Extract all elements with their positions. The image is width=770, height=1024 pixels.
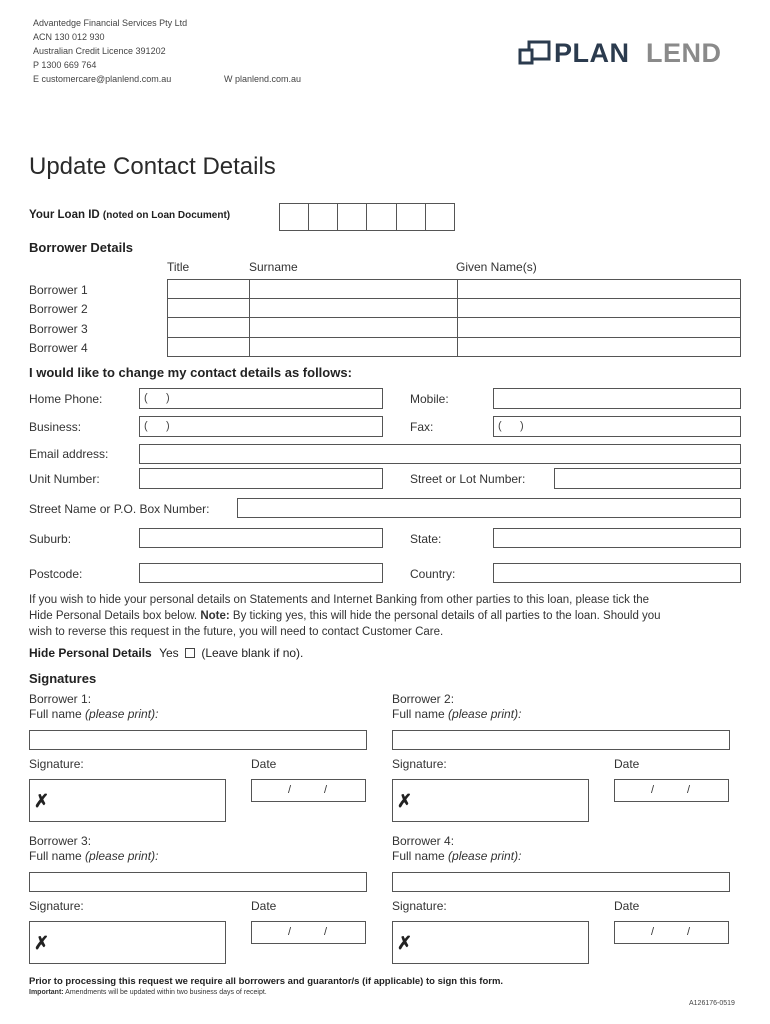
postcode-label: Postcode: <box>29 567 83 581</box>
borrower-2-given-cell[interactable] <box>457 298 741 318</box>
unit-number-field[interactable] <box>139 468 383 489</box>
sign-here-mark-icon: ✗ <box>34 933 50 953</box>
borrower-4-sig-label: Borrower 4: <box>392 834 455 848</box>
state-label: State: <box>410 532 442 546</box>
borrower-1-sig-label: Borrower 1: <box>29 692 92 706</box>
country-label: Country: <box>410 567 456 581</box>
borrower-2-signature-label: Signature: <box>392 757 447 771</box>
loan-id-label: Your Loan ID <box>29 209 100 221</box>
area-code-brackets: ( ) <box>144 420 170 432</box>
logo-plan-text: PLAN <box>554 38 630 68</box>
company-web: W planlend.com.au <box>224 74 302 84</box>
loan-id-box[interactable] <box>425 203 455 231</box>
column-surname: Surname <box>249 260 298 274</box>
country-field[interactable] <box>493 563 741 583</box>
borrower-2-surname-cell[interactable] <box>249 298 458 318</box>
loan-id-box[interactable] <box>396 203 426 231</box>
borrower-3-title-cell[interactable] <box>167 317 250 338</box>
hide-hint: (Leave blank if no). <box>201 646 304 660</box>
fax-field[interactable] <box>493 416 741 437</box>
company-phone: P 1300 669 764 <box>33 60 97 70</box>
borrower-4-date-label: Date <box>614 899 640 913</box>
home-phone-label: Home Phone: <box>29 392 103 406</box>
sign-here-mark-icon: ✗ <box>397 933 413 953</box>
borrower-details-heading: Borrower Details <box>29 240 134 255</box>
business-phone-field[interactable] <box>139 416 383 437</box>
borrower-1-signature-box[interactable] <box>29 779 226 822</box>
mobile-field[interactable] <box>493 388 741 409</box>
hide-details-row <box>29 646 303 660</box>
borrower-2-signature-box[interactable] <box>392 779 589 822</box>
borrower-2-sig-label: Borrower 2: <box>392 692 455 706</box>
borrower-4-signature-label: Signature: <box>392 899 447 913</box>
borrower-3-surname-cell[interactable] <box>249 317 458 338</box>
sign-here-mark-icon: ✗ <box>34 791 50 811</box>
borrower-3-sig-label: Borrower 3: <box>29 834 92 848</box>
page-title: Update Contact Details <box>29 153 276 180</box>
borrower-2-fullname-label: Full name (please print): <box>392 707 522 721</box>
company-info <box>33 16 187 86</box>
area-code-brackets: ( ) <box>144 392 170 404</box>
borrower-row-label: Borrower 3 <box>29 322 88 336</box>
street-lot-label: Street or Lot Number: <box>410 472 526 486</box>
company-email: E customercare@planlend.com.au <box>33 74 172 84</box>
borrower-1-fullname-label: Full name (please print): <box>29 707 159 721</box>
hide-yes-label: Yes <box>159 646 179 660</box>
borrower-3-signature-label: Signature: <box>29 899 84 913</box>
loan-id-note: (noted on Loan Document) <box>102 210 231 221</box>
email-field[interactable] <box>139 444 741 464</box>
borrower-row-label: Borrower 1 <box>29 283 88 297</box>
postcode-field[interactable] <box>139 563 383 583</box>
borrower-1-signature-label: Signature: <box>29 757 84 771</box>
borrower-4-fullname-label: Full name (please print): <box>392 849 522 863</box>
logo-mark-icon <box>518 40 552 66</box>
hide-details-label: Hide Personal Details <box>29 646 152 660</box>
suburb-field[interactable] <box>139 528 383 548</box>
planlend-logo <box>518 38 732 68</box>
company-licence: Australian Credit Licence 391202 <box>33 46 166 56</box>
borrower-2-date-field[interactable]: / / <box>614 779 729 802</box>
borrower-2-fullname-field[interactable] <box>392 730 730 750</box>
loan-id-box[interactable] <box>366 203 397 231</box>
loan-id-label-row <box>29 209 230 221</box>
signatures-heading: Signatures <box>29 671 97 686</box>
mobile-label: Mobile: <box>410 392 449 406</box>
borrower-3-signature-box[interactable] <box>29 921 226 964</box>
borrower-3-date-field[interactable]: / / <box>251 921 366 944</box>
borrower-1-date-field[interactable]: / / <box>251 779 366 802</box>
borrower-4-surname-cell[interactable] <box>249 337 458 357</box>
borrower-row-label: Borrower 4 <box>29 341 88 355</box>
fax-label: Fax: <box>410 420 434 434</box>
hide-yes-checkbox[interactable] <box>185 648 195 658</box>
loan-id-box[interactable] <box>337 203 367 231</box>
borrower-1-given-cell[interactable] <box>457 279 741 299</box>
loan-id-box[interactable] <box>279 203 309 231</box>
column-title: Title <box>167 260 190 274</box>
borrower-1-title-cell[interactable] <box>167 279 250 299</box>
footer-notice: Prior to processing this request we require all borrowers and guarantor/s (if applicable) to sign this form. <box>29 976 504 987</box>
contact-heading: I would like to change my contact details as follows: <box>29 365 352 380</box>
company-name: Advantedge Financial Services Pty Ltd <box>33 18 188 28</box>
state-field[interactable] <box>493 528 741 548</box>
street-lot-field[interactable] <box>554 468 741 489</box>
street-name-field[interactable] <box>237 498 741 518</box>
borrower-row-label: Borrower 2 <box>29 302 88 316</box>
borrower-3-fullname-field[interactable] <box>29 872 367 892</box>
borrower-2-title-cell[interactable] <box>167 298 250 318</box>
sign-here-mark-icon: ✗ <box>397 791 413 811</box>
borrower-3-given-cell[interactable] <box>457 317 741 338</box>
borrower-4-signature-box[interactable] <box>392 921 589 964</box>
borrower-4-given-cell[interactable] <box>457 337 741 357</box>
borrower-4-fullname-field[interactable] <box>392 872 730 892</box>
unit-number-label: Unit Number: <box>29 472 100 486</box>
area-code-brackets: ( ) <box>498 420 524 432</box>
borrower-3-fullname-label: Full name (please print): <box>29 849 159 863</box>
column-given-names: Given Name(s) <box>456 260 537 274</box>
email-label: Email address: <box>29 447 109 461</box>
business-label: Business: <box>29 420 82 434</box>
borrower-3-date-label: Date <box>251 899 277 913</box>
borrower-1-fullname-field[interactable] <box>29 730 367 750</box>
borrower-4-date-field[interactable]: / / <box>614 921 729 944</box>
company-acn: ACN 130 012 930 <box>33 32 105 42</box>
hide-para-line-3: wish to reverse this request in the future, you will need to contact Customer Care. <box>29 626 444 638</box>
loan-id-box[interactable] <box>308 203 338 231</box>
suburb-label: Suburb: <box>29 532 72 546</box>
borrower-4-title-cell[interactable] <box>167 337 250 357</box>
logo-lend-text: LEND <box>646 38 722 68</box>
borrower-1-surname-cell[interactable] <box>249 279 458 299</box>
borrower-2-date-label: Date <box>614 757 640 771</box>
street-name-label: Street Name or P.O. Box Number: <box>29 502 210 516</box>
hide-details-paragraph <box>29 592 749 640</box>
hide-para-line-1: If you wish to hide your personal details on Statements and Internet Banking from other parties to this loan, please tick the <box>29 594 650 606</box>
form-code: A126176-0519 <box>689 1000 735 1007</box>
borrower-1-date-label: Date <box>251 757 277 771</box>
home-phone-field[interactable] <box>139 388 383 409</box>
hide-para-line-2: Hide Personal Details box below. Note: By ticking yes, this will hide the personal details of all parties to the loan. Should you <box>29 610 661 622</box>
footer-important: Important: Amendments will be updated within two business days of receipt. <box>29 989 267 996</box>
